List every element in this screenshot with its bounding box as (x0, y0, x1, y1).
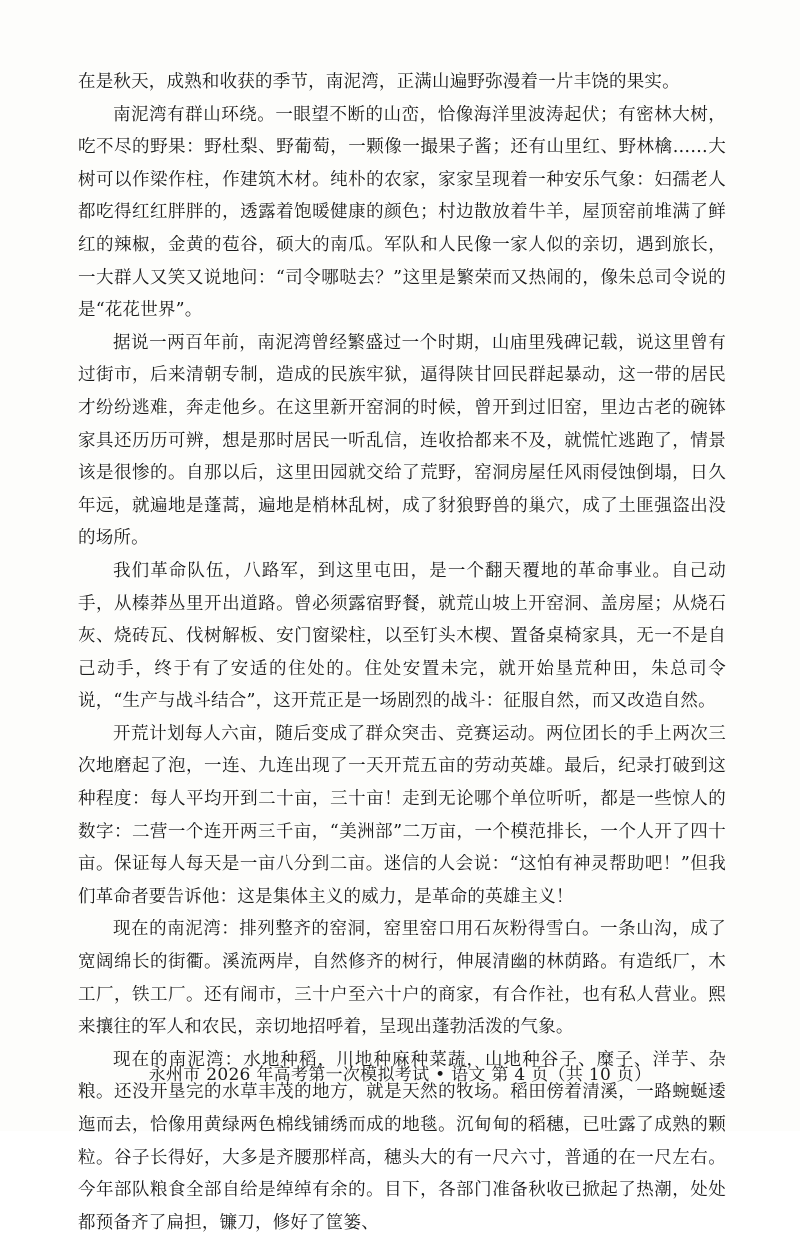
paragraph: 南泥湾有群山环绕。一眼望不断的山峦，恰像海洋里波涛起伏；有密林大树，吃不尽的野果：野杜梨、野葡萄，一颗像一撮果子酱；还有山里红、野林檎……大树可以作梁作柱，作建筑木材。纯朴的农家，家家呈现着一种安乐气象：妇孺老人都吃得红红胖胖的，透露着饱暖健康的颜色；村边散放着牛羊，屋顶窑前堆满了鲜红的辣椒，金黄的苞谷，硕大的南瓜。军队和人民像一家人似的亲切，遇到旅长，一大群人又笑又说地问：“司令哪哒去？”这里是繁荣而又热闹的，像朱总司令说的是“花花世界”。 (78, 104, 726, 321)
paragraph: 现在的南泥湾：排列整齐的窑洞，窑里窑口用石灰粉得雪白。一条山沟，成了宽阔绵长的街衢。溪流两岸，自然修齐的树行，伸展清幽的林荫路。有造纸厂，木工厂，铁工厂。还有闹市，三十户至六十户的商家，有合作社，也有私人营业。熙来攘往的军人和农民，亲切地招呼着，呈现出蓬勃活泼的气象。 (78, 919, 726, 1038)
paragraph: 我们革命队伍，八路军，到这里屯田，是一个翻天覆地的革命事业。自己动手，从榛莽丛里开出道路。曾必须露宿野餐，就荒山坡上开窑洞、盖房屋；从烧石灰、烧砖瓦、伐树解板、安门窗梁柱，以至钉头木楔、置备桌椅家具，无一不是自己动手，终于有了安适的住处的。住处安置未完，就开始垦荒种田，朱总司令说，“生产与战斗结合”，这开荒正是一场剧烈的战斗：征服自然，而又改造自然。 (78, 560, 726, 712)
page-footer: 永州市 2026 年高考第一次模拟考试 • 语文 第 4 页（共 10 页） (148, 1065, 652, 1085)
paragraph: 现在的南泥湾：水地种稻，川地种麻种菜蔬，山地种谷子、糜子、洋芋、杂粮。还没开垦完的水草丰茂的地方，就是天然的牧场。稻田傍着清溪，一路蜿蜒逶迤而去，恰像用黄绿两色棉线铺绣而成的地毯。沉甸甸的稻穗，已吐露了成熟的颗粒。谷子长得好，大多是齐腰那样高，穗头大的有一尺六寸，普通的在一尺左右。今年部队粮食全部自给是绰绰有余的。目下，各部门准备秋收已掀起了热潮，处处都预备齐了扁担，镰刀，修好了筐篓、 (78, 1049, 726, 1233)
paragraph: 据说一两百年前，南泥湾曾经繁盛过一个时期，山庙里残碑记载，说这里曾有过街市，后来清朝专制，造成的民族牢狱，逼得陕甘回民群起暴动，这一带的居民才纷纷逃难，奔走他乡。在这里新开窑洞的时候，曾开到过旧窑，里边古老的碗钵家具还历历可辨，想是那时居民一听乱信，连收拾都来不及，就慌忙逃跑了，情景该是很惨的。自那以后，这里田园就交给了荒野，窑洞房屋任风雨侵蚀倒塌，日久年远，就遍地是蓬蒿，遍地是梢林乱树，成了豺狼野兽的巢穴，成了土匪强盗出没的场所。 (78, 332, 726, 549)
paragraph-continued: 在是秋天，成熟和收获的季节，南泥湾，正满山遍野弥漫着一片丰饶的果实。 (78, 72, 680, 92)
paragraph: 开荒计划每人六亩，随后变成了群众突击、竞赛运动。两位团长的手上两次三次地磨起了泡，一连、九连出现了一天开荒五亩的劳动英雄。最后，纪录打破到这种程度：每人平均开到二十亩，三十亩！走到无论哪个单位听听，都是一些惊人的数字：二营一个连开两三千亩，“美洲部”二万亩，一个模范排长，一个人开了四十亩。保证每人每天是一亩八分到二亩。迷信的人会说：“这怕有神灵帮助吧！”但我们革命者要告诉他：这是集体主义的威力，是革命的英雄主义！ (78, 723, 726, 907)
